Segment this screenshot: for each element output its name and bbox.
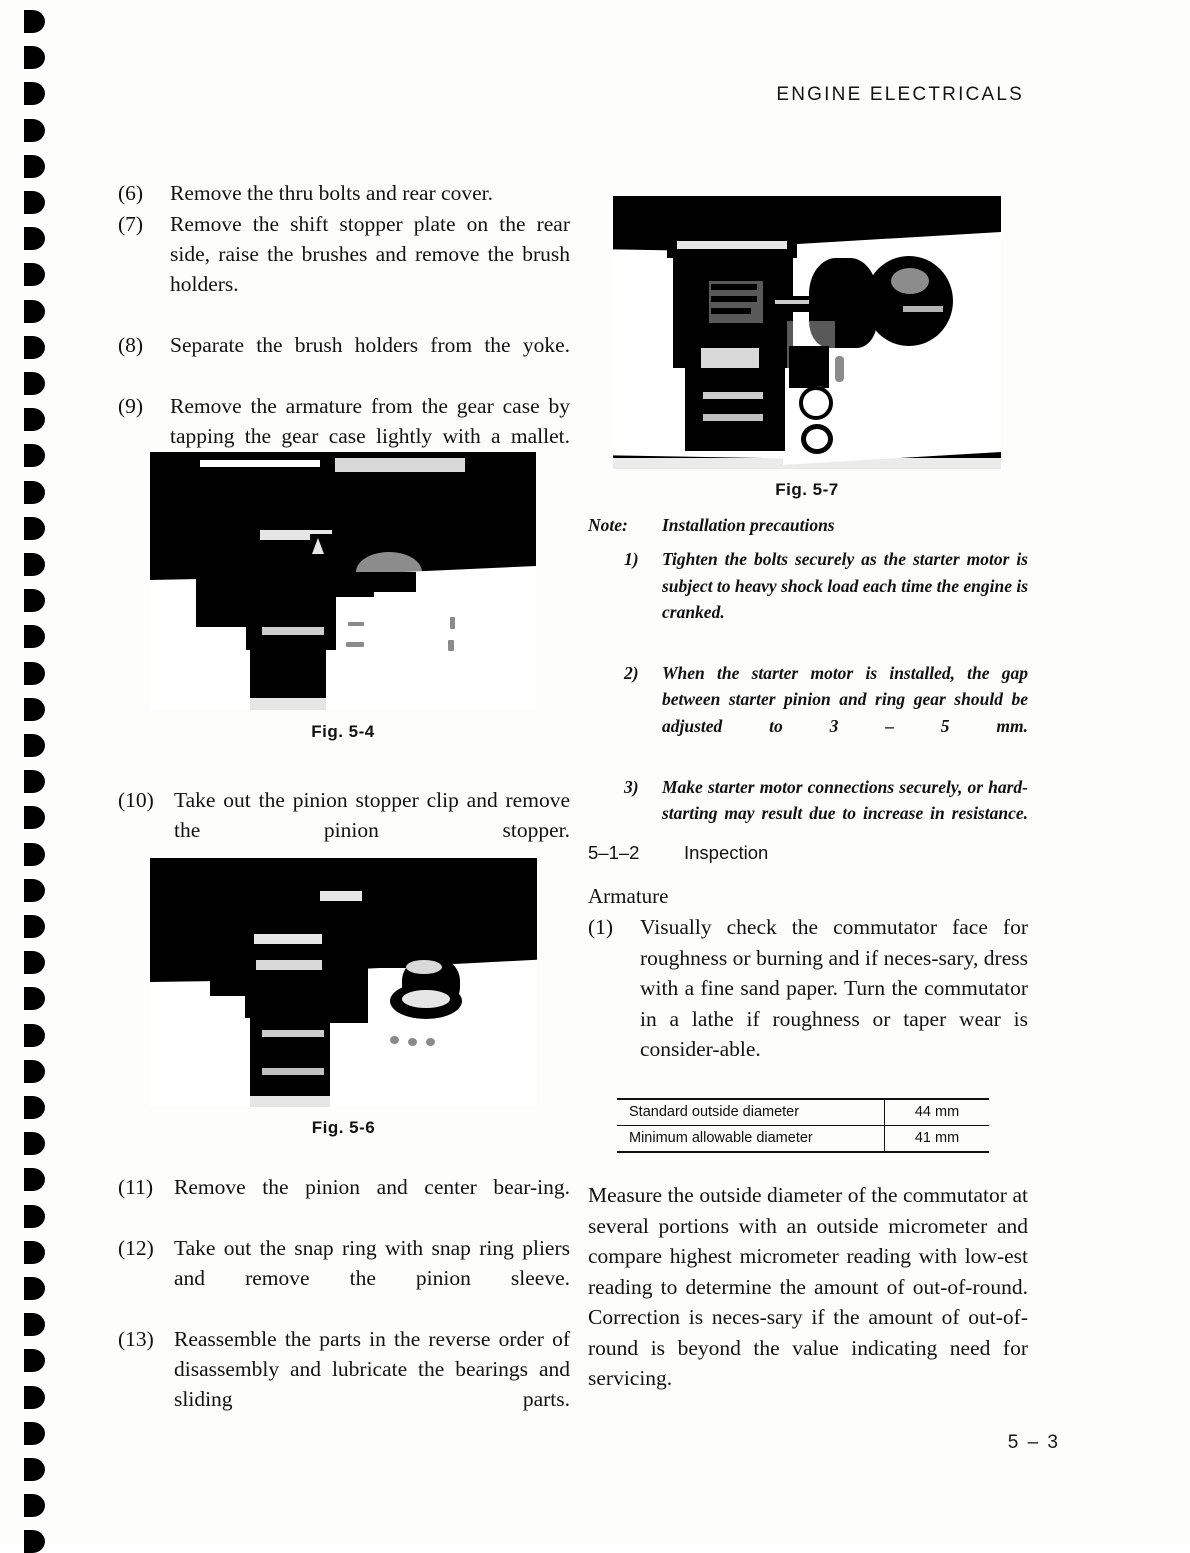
note-text: When the starter motor is installed, the gap between starter pinion and ring gear should be adjusted to 3 – 5 mm.	[662, 663, 1028, 736]
spec-table	[617, 1098, 989, 1153]
figure-5-7-photo	[613, 196, 1001, 469]
page-number: 5 – 3	[1007, 1432, 1060, 1453]
figure-5-6-photo	[150, 858, 537, 1107]
table-row	[617, 1126, 989, 1153]
binding-hole	[24, 1530, 45, 1553]
installation-note-block	[588, 512, 1028, 853]
note-text: Tighten the bolts securely as the starter motor is subject to heavy shock load each time the engine is cranked.	[662, 549, 1029, 623]
step-number: (11)	[118, 1175, 154, 1199]
figure-5-7-caption: Fig. 5-7	[775, 480, 839, 499]
binding-hole	[24, 698, 45, 721]
disassembly-steps-top	[118, 178, 570, 481]
list-item	[118, 330, 570, 390]
binding-hole	[24, 1422, 45, 1445]
binding-hole	[24, 1168, 45, 1191]
binding-hole	[24, 915, 45, 938]
list-item	[588, 912, 1028, 1095]
binding-hole	[24, 951, 45, 974]
step-number: (7)	[118, 212, 144, 236]
binding-hole	[24, 46, 45, 69]
spec-label: Minimum allowable diameter	[629, 1130, 813, 1146]
binding-hole	[24, 1096, 45, 1119]
section-code: 5–1–2	[588, 842, 640, 863]
binding-hole	[24, 227, 45, 250]
binding-hole	[24, 1132, 45, 1155]
list-item	[118, 1172, 570, 1232]
binding-hole	[24, 300, 45, 323]
closing-paragraph: Measure the outside diameter of the commutator at several portions with an outside micrometer and compare highest micrometer reading with low-est reading to determine the amount of out-of-round. Correction is neces-sary if the amount of out-of-round is beyond the value indicating need for servicing.	[588, 1183, 1028, 1390]
step-number: (1)	[588, 915, 614, 939]
list-item	[118, 1233, 570, 1323]
binding-hole	[24, 987, 45, 1010]
inspection-steps	[588, 912, 1028, 1096]
binding-hole	[24, 1313, 45, 1336]
disassembly-steps-bottom	[118, 1172, 570, 1444]
section-title: Inspection	[684, 842, 769, 863]
spec-value: 44 mm	[885, 1099, 990, 1126]
list-item	[588, 774, 1028, 853]
binding-hole	[24, 1386, 45, 1409]
binding-hole	[24, 1060, 45, 1083]
binding-hole	[24, 1277, 45, 1300]
table-row	[617, 1099, 989, 1126]
binding-hole	[24, 481, 45, 504]
left-column	[118, 178, 570, 482]
binding-hole	[24, 444, 45, 467]
step-text: Take out the pinion stopper clip and remove the pinion stopper.	[174, 788, 570, 842]
binding-hole	[24, 1494, 45, 1517]
figure-5-4-caption: Fig. 5-4	[311, 722, 375, 741]
binding-hole	[24, 1349, 45, 1372]
binding-hole	[24, 119, 45, 142]
step-number: (9)	[118, 394, 144, 418]
binding-hole	[24, 336, 45, 359]
running-head: ENGINE ELECTRICALS	[776, 84, 1024, 105]
note-title: Installation precautions	[662, 515, 835, 535]
commutator-spec-table	[617, 1098, 989, 1153]
binding-hole	[24, 191, 45, 214]
step-text: Separate the brush holders from the yoke.	[170, 333, 570, 357]
spec-value: 41 mm	[885, 1126, 990, 1153]
binding-hole	[24, 1205, 45, 1228]
inspection-step-list	[588, 912, 1028, 1095]
step-number: (8)	[118, 333, 144, 357]
step-number: (10)	[118, 788, 154, 812]
step-number: (6)	[118, 181, 144, 205]
binding-hole	[24, 82, 45, 105]
step-text: Reassemble the parts in the reverse order of disassembly and lubricate the bearings and sliding parts.	[174, 1327, 570, 1411]
step-number: (13)	[118, 1327, 154, 1351]
closing-paragraph-block	[588, 1180, 1028, 1394]
note-number: 3)	[624, 776, 639, 797]
section-heading	[588, 842, 768, 864]
binding-hole	[24, 879, 45, 902]
list-item	[588, 546, 1028, 652]
note-header	[588, 512, 1028, 538]
binding-hole	[24, 843, 45, 866]
step-text: Take out the snap ring with snap ring pliers and remove the pinion sleeve.	[174, 1236, 570, 1290]
step-text: Remove the shift stopper plate on the rear side, raise the brushes and remove the brush holders.	[170, 212, 570, 296]
note-text: Make starter motor connections securely, or hard-starting may result due to increase in resistance.	[662, 776, 1028, 824]
note-list	[588, 546, 1028, 852]
list-item	[118, 178, 570, 208]
binding-hole	[24, 10, 45, 33]
binding-hole	[24, 553, 45, 576]
spiral-binding	[0, 0, 70, 1544]
binding-hole	[24, 1024, 45, 1047]
figure-5-6-caption: Fig. 5-6	[311, 1118, 376, 1137]
step-text: Remove the pinion and center bear-ing.	[174, 1175, 570, 1199]
note-label: Note:	[588, 515, 628, 535]
left-column-bottom	[118, 1172, 570, 1445]
step-number: (12)	[118, 1236, 154, 1260]
subsection-title: Armature	[588, 884, 669, 908]
binding-hole	[24, 263, 45, 286]
binding-hole	[24, 770, 45, 793]
binding-hole	[24, 517, 45, 540]
step-text: Visually check the commutator face for roughness or burning and if neces-sary, dress with a fine sand paper. Turn the commutator in a lathe if roughness or taper wear is consider-able.	[640, 915, 1028, 1061]
binding-hole	[24, 589, 45, 612]
binding-hole	[24, 372, 45, 395]
binding-hole	[24, 408, 45, 431]
binding-hole	[24, 734, 45, 757]
binding-hole	[24, 806, 45, 829]
figure-5-4-photo	[150, 452, 536, 710]
note-number: 1)	[624, 549, 639, 570]
binding-hole	[24, 1241, 45, 1264]
note-number: 2)	[624, 663, 639, 684]
binding-hole	[24, 1458, 45, 1481]
list-item	[118, 1324, 570, 1444]
table-bottom-rule	[617, 1152, 989, 1153]
binding-hole	[24, 662, 45, 685]
list-item	[588, 660, 1028, 766]
step-text: Remove the armature from the gear case by tapping the gear case lightly with a mallet.	[170, 394, 570, 448]
list-item	[118, 209, 570, 329]
step-text: Remove the thru bolts and rear cover.	[170, 181, 493, 205]
spec-label: Standard outside diameter	[629, 1104, 800, 1120]
binding-hole	[24, 625, 45, 648]
binding-hole	[24, 155, 45, 178]
